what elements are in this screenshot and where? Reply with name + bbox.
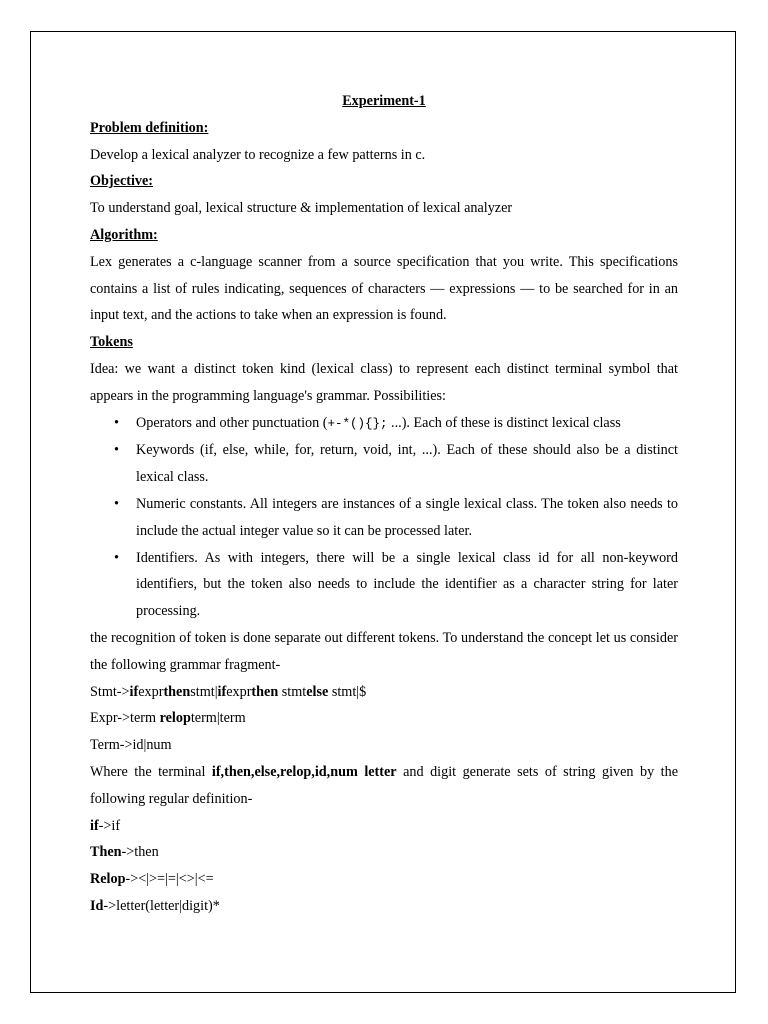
terminal-text-part: and digit generate sets of string given by the following regular definition- [90,763,678,807]
bullet1-post: ...). Each of these is distinct lexical class [387,414,621,431]
def-if [90,813,678,840]
terminal-text-part: Where the terminal [90,763,212,780]
term-rule: Term->id|num [90,737,172,754]
list-item: • Numeric constants. All integers are instances of a single lexical class. The token also needs to include the actual integer value so it can be processed later. [90,491,678,545]
expr-keyword: relop [159,710,191,727]
def-keyword: Then [90,844,122,861]
stmt-text: expr [138,683,164,700]
expr-rule [90,705,678,732]
bullet1-code: +-*(){}; [327,416,388,431]
tokens-heading: Tokens [90,334,133,351]
list-item: • Identifiers. As with integers, there will be a single lexical class id for all non-keyword identifiers, but the token also needs to include the identifier as a character string for later processing. [90,545,678,625]
tokens-intro: Idea: we want a distinct token kind (lexical class) to represent each distinct terminal symbol that appears in the programming language's grammar. Possibilities: [90,360,678,404]
algorithm-heading: Algorithm: [90,226,158,243]
stmt-keyword: then [163,683,191,700]
problem-text: Develop a lexical analyzer to recognize a few patterns in c. [90,146,426,163]
stmt-text: stmt|$ [328,683,367,700]
recognition-text: the recognition of token is done separate out different tokens. To understand the concept let us consider the following grammar fragment- [90,629,678,673]
def-keyword: Id [90,897,104,914]
list-item: • Keywords (if, else, while, for, return, void, int, ...). Each of these should also be a distinct lexical class. [90,437,678,491]
stmt-text: stmt| [190,683,218,700]
def-keyword: if [90,817,99,834]
def-then [90,839,678,866]
list-item [90,410,678,438]
stmt-rule [90,679,678,706]
expr-text: Expr->term [90,710,160,727]
bullet1-pre: Operators and other punctuation ( [136,414,328,431]
def-text: ->then [121,844,159,861]
stmt-text: expr [226,683,252,700]
objective-heading: Objective: [90,173,154,190]
stmt-text: Stmt-> [90,683,130,700]
page-title: Experiment-1 [342,93,426,109]
stmt-keyword: then [251,683,279,700]
document-body [90,88,678,920]
objective-text: To understand goal, lexical structure & implementation of lexical analyzer [90,200,513,217]
stmt-text: stmt [278,683,307,700]
def-keyword: Relop [90,871,126,888]
def-id [90,893,678,920]
def-text: -><|>=|=|<>|<= [125,871,214,888]
stmt-keyword: if [217,683,227,700]
problem-heading: Problem definition: [90,119,209,136]
stmt-keyword: if [129,683,139,700]
terminal-text [90,759,678,813]
terminal-keywords: if,then,else,relop,id,num letter [211,763,397,780]
algorithm-text: Lex generates a c-language scanner from a source specification that you write. This specifications contains a list of rules indicating, sequences of characters — expressions — to be searched for in an input text, and the actions to take when an expression is found. [90,253,678,324]
def-text: ->if [98,817,121,834]
possibilities-list [90,410,678,625]
def-relop [90,866,678,893]
def-text: ->letter(letter|digit)* [103,897,220,914]
stmt-keyword: else [306,683,329,700]
expr-text: term|term [190,710,246,727]
